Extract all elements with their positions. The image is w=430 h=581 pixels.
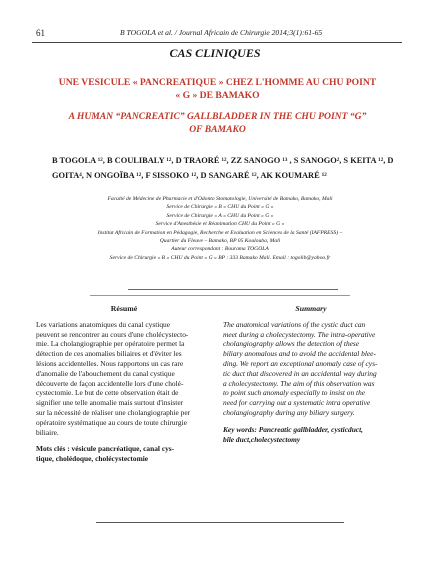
summary-line: cholangiography during any biliary surgery. <box>223 407 355 417</box>
authors-line-2: GOITA⁴, N ONGOÏBA ¹², F SISSOKO ¹², D SANGARÉ ¹², AK KOUMARÉ ¹² <box>52 171 327 180</box>
affiliations <box>40 195 400 262</box>
running-title: B TOGOLA et al. / Journal Africain de Chirurgie 2014;3(1):61-65 <box>120 28 323 37</box>
resume-keywords <box>36 444 212 464</box>
resume-line: biliaire. <box>36 427 59 437</box>
summary-line: meet during a cholecystectomy. The intra-operative <box>223 329 376 339</box>
summary-column <box>223 304 399 444</box>
resume-column <box>36 304 212 464</box>
affiliation-line: Service d'Anesthésie et Réanimation CHU du Point « G » <box>155 221 285 228</box>
summary-keywords <box>223 425 399 445</box>
summary-line: a cholecystectomy. The aim of this observation was <box>223 378 375 388</box>
separator-rule <box>128 289 338 290</box>
affiliation-line: Service de Chirurgie « B » CHU du Point « G » <box>166 204 274 211</box>
keywords-line: bile duct,cholecystectomy <box>223 434 301 444</box>
title-fr-line-2: « G » DE BAMAKO <box>175 90 260 101</box>
affiliation-line: Institut Africain de Formation en Pédagogie, Recherche et Evaluation en Sciences de la Santé (IAFPRESS) – <box>97 229 343 236</box>
resume-line: détection de ces anomalies biliaires et d'éviter les <box>36 349 182 359</box>
resume-line: opératoire systématique au cours de toute chirurgie <box>36 417 187 427</box>
summary-line: biliary anomalous and to avoid the accidental blee- <box>223 349 376 359</box>
affiliation-line: Quartier du Fleuve – Bamako, BP 05 Koulouba, Mali <box>159 238 281 245</box>
section-heading: CAS CLINIQUES <box>169 46 261 60</box>
resume-line: cystectomie. Le but de cette observation était de <box>36 388 179 398</box>
footer-rule <box>96 522 344 523</box>
resume-line: signifier une telle anomalie mais surtout d'insister <box>36 398 184 408</box>
separator-rule <box>90 295 350 296</box>
resume-heading: Résumé <box>110 304 138 313</box>
affiliation-line: Faculté de Médecine de Pharmacie et d'Odonto Stomatologie, Université de Bamako, Bamako, Mali <box>107 196 333 202</box>
summary-line: need for carrying out a systematic intra operative <box>223 398 371 408</box>
page-number: 61 <box>36 28 45 38</box>
keywords-line: Key words: Pancreatic gallbladder, cysticduct, <box>223 424 363 434</box>
author-list <box>52 153 397 183</box>
resume-line: mie. La cholangiographie per opératoire permet la <box>36 339 185 349</box>
affiliation-line: Service de Chirurgie « A » CHU du Point « G » <box>166 212 274 219</box>
resume-line: découverte de façon accidentelle lors d'une cholé- <box>36 378 184 388</box>
affiliation-line: Auteur correspondant : Bourama TOGOLA <box>171 246 269 253</box>
summary-line: ding. We report an exceptional anomaly case of cys- <box>223 358 378 368</box>
keywords-line: Mots clés : vésicule pancréatique, canal cys- <box>36 444 175 454</box>
summary-line: tic duct that discovered in an accidental way during <box>223 368 377 378</box>
header-rule <box>32 42 402 43</box>
summary-line: cholangiography allows the detection of these <box>223 339 360 349</box>
summary-heading: Summary <box>295 304 327 313</box>
keywords-line: tique, cholédoque, cholécystectomie <box>36 454 149 464</box>
article-title-fr <box>55 76 380 102</box>
affiliation-line: Service de Chirurgie « B » CHU du Point « G » BP : 333 Bamako Mali. Email : togolib@yahoo.fr <box>109 254 331 261</box>
resume-line: d'anomalie de l'abouchement du canal cystique <box>36 368 175 378</box>
resume-line: Les variations anatomiques du canal cystique <box>36 319 171 329</box>
resume-line: lésions accidentelles. Nous rapportons un cas rare <box>36 358 184 368</box>
resume-line: sur la nécessité de réaliser une cholangiographie per <box>36 407 191 417</box>
title-fr-line-1: UNE VESICULE « PANCREATIQUE » CHEZ L'HOMME AU CHU POINT <box>58 77 377 88</box>
article-title-en <box>55 110 380 136</box>
title-en-line-1: A HUMAN “PANCREATIC” GALLBLADDER IN THE CHU POINT “G” <box>68 111 367 122</box>
title-en-line-2: OF BAMAKO <box>189 124 246 135</box>
authors-line-1: B TOGOLA ¹², B COULIBALY ¹², D TRAORÉ ¹², ZZ SANOGO ¹³ , S SANOGO², S KEITA ¹², D <box>52 156 394 165</box>
summary-line: The anatomical variations of the cystic duct can <box>223 319 366 329</box>
summary-line: to point such anomaly especially to insist on the <box>223 388 366 398</box>
resume-line: peuvent se rencontrer au cours d'une cholécystecto- <box>36 329 189 339</box>
